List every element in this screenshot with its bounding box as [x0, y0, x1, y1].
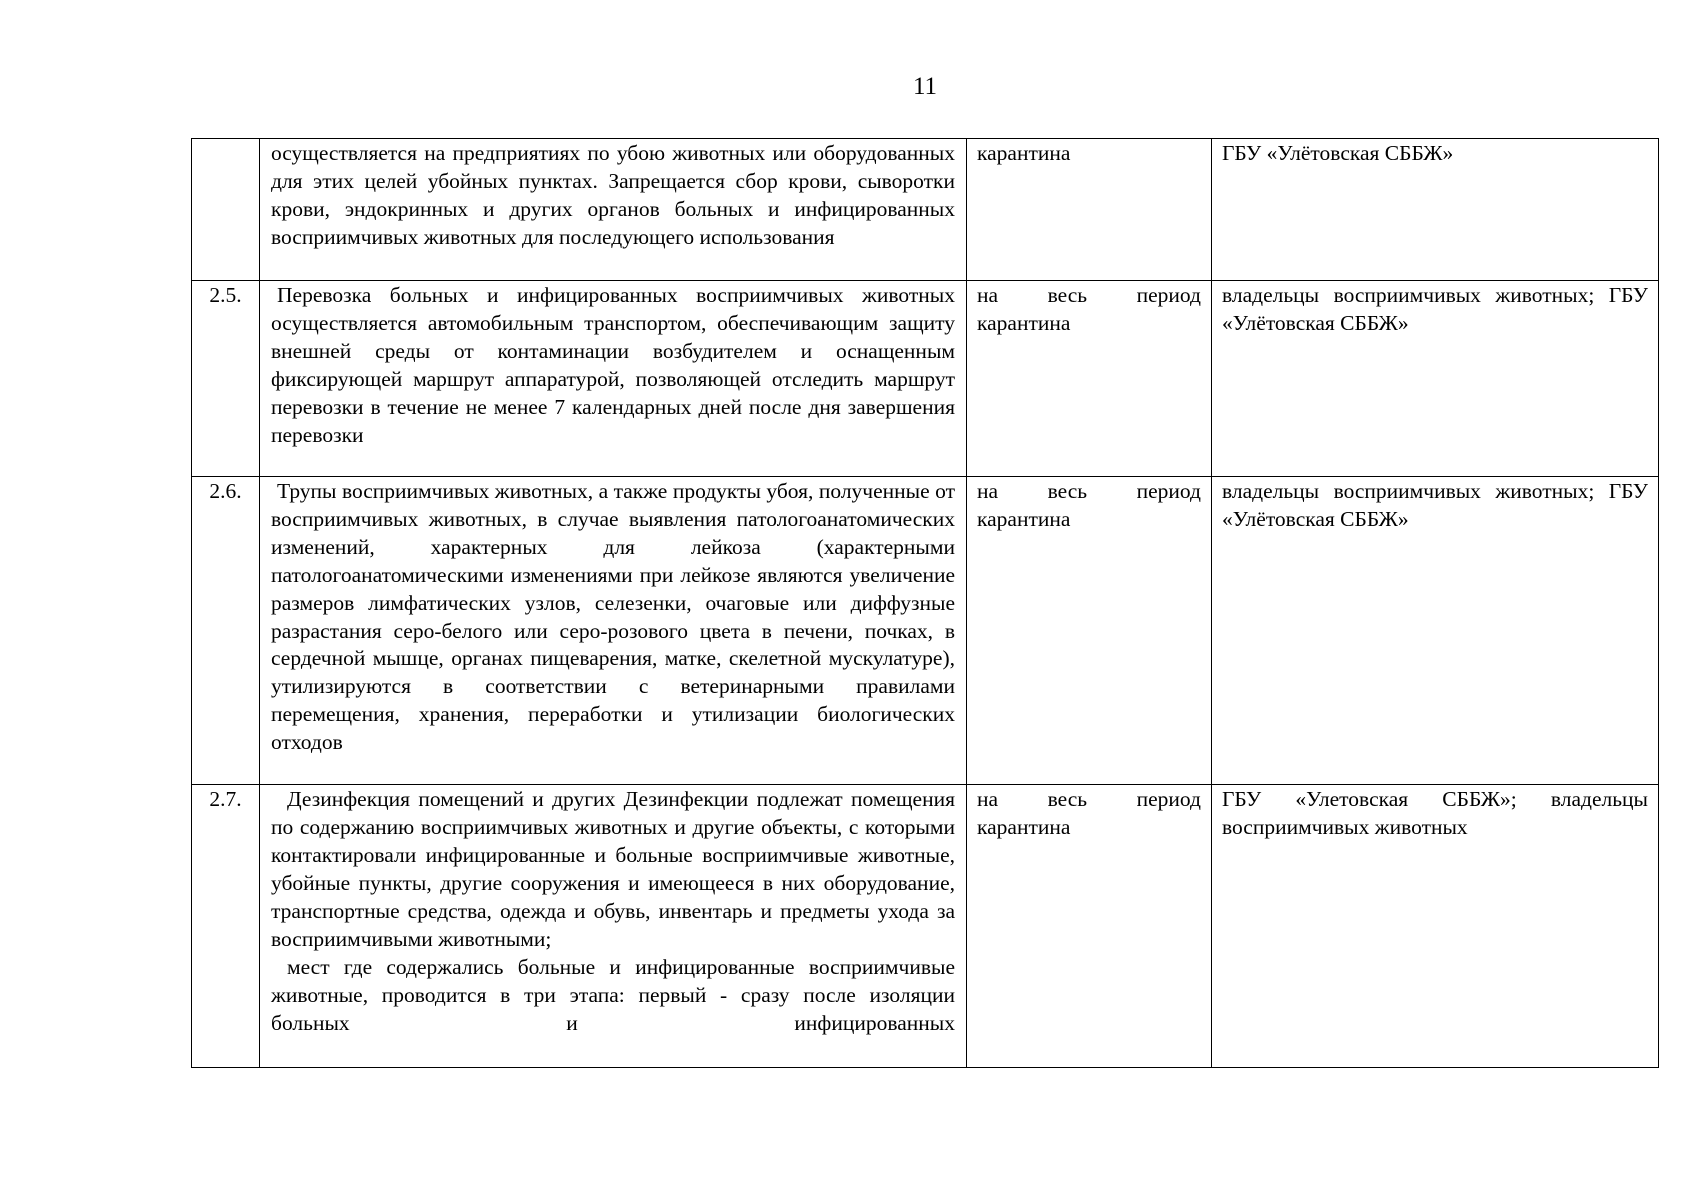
measure-term	[967, 281, 1212, 477]
measure-text	[260, 281, 967, 477]
measure-term-content: на весь период карантина	[977, 787, 1201, 839]
row-number: 2.6.	[192, 477, 260, 785]
measure-text-content: осуществляется на предприятиях по убою животных или оборудованных для этих целей убойных пунктах. Запрещается сбор крови, сыворотки крови, эндокринных и других органов больных и инфицированных восприимчивых животных для последующего использования	[271, 141, 955, 249]
measure-responsible-content: ГБУ «Улетовская СББЖ»; владельцы восприимчивых животных	[1222, 787, 1648, 839]
measure-term-content: на весь период карантина	[977, 283, 1201, 335]
row-number: 2.7.	[192, 785, 260, 1068]
measure-responsible	[1212, 139, 1659, 281]
row-number	[192, 139, 260, 281]
measure-text-content	[260, 477, 966, 757]
measure-text-value: Дезинфекция помещений и других Дезинфекции подлежат помещения по содержанию восприимчивых животных и другие объекты, с которыми контактировали инфицированные и больные восприимчивые животные, убойные пункты, другие сооружения и имеющееся в них оборудование, транспортные средства, одежда и обувь, инвентарь и предметы ухода за восприимчивыми животными;	[271, 787, 955, 951]
measure-text-value: Перевозка больных и инфицированных восприимчивых животных осуществляется автомобильным транспортом, обеспечивающим защиту внешней среды от контаминации возбудителем и оснащенным фиксирующей маршрут аппаратурой, позволяющей отследить маршрут перевозки в течение не менее 7 календарных дней после дня завершения перевозки	[271, 283, 955, 447]
measure-text	[260, 139, 967, 281]
measure-text-continuation-value: мест где содержались больные и инфицированные восприимчивые животные, проводится в три этапа: первый - сразу после изоляции больных и инфицированных	[271, 955, 955, 1036]
measure-responsible	[1212, 281, 1659, 477]
measures-table	[191, 138, 1659, 1068]
table-row	[192, 785, 1659, 1068]
table-row	[192, 139, 1659, 281]
row-number: 2.5.	[192, 281, 260, 477]
measure-text-continuation	[260, 953, 966, 1038]
measure-term-content: на весь период карантина	[977, 479, 1201, 531]
measure-term	[967, 785, 1212, 1068]
page-number: 11	[912, 73, 938, 100]
measure-responsible-content: владельцы восприимчивых животных; ГБУ «Улётовская СББЖ»	[1222, 479, 1648, 531]
measure-text	[260, 477, 967, 785]
measure-responsible-content: владельцы восприимчивых животных; ГБУ «Улётовская СББЖ»	[1222, 283, 1648, 335]
measure-text-value: Трупы восприимчивых животных, а также продукты убоя, полученные от восприимчивых животных, в случае выявления патологоанатомических изменений, характерных для лейкоза (характерными патологоанатомическими изменениями при лейкозе являются увеличение размеров лимфатических узлов, селезенки, очаговые или диффузные разрастания серо-белого или серо-розового цвета в печени, почках, в сердечной мышце, органах пищеварения, матке, скелетной мускулатуре), утилизируются в соответствии с ветеринарными правилами перемещения, хранения, переработки и утилизации биологических отходов	[271, 479, 955, 755]
measure-term	[967, 477, 1212, 785]
table-row	[192, 477, 1659, 785]
measure-responsible	[1212, 477, 1659, 785]
measure-text-content	[260, 281, 966, 449]
measure-responsible	[1212, 785, 1659, 1068]
measure-responsible-content: ГБУ «Улётовская СББЖ»	[1222, 141, 1454, 165]
measure-term	[967, 139, 1212, 281]
measure-term-content: карантина	[977, 141, 1071, 165]
measure-text	[260, 785, 967, 1068]
measure-text-content	[260, 785, 966, 953]
table-row	[192, 281, 1659, 477]
